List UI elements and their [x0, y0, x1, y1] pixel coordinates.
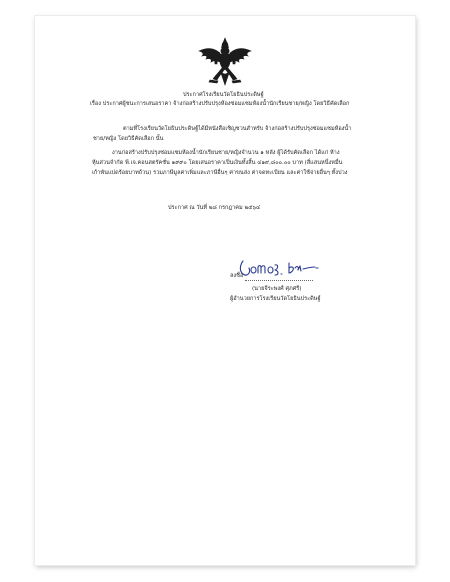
sign-label: ลงชื่อ: [230, 273, 244, 279]
signature-line: [245, 280, 313, 281]
paragraph-2-line-1: งานก่อสร้างปรับปรุงซ่อมแซมห้องน้ำนักเรียนชาย/หญิงจำนวน ๑ หลัง ผู้ได้รับคัดเลือก ได้แก่ ห้าง: [112, 150, 340, 156]
paragraph-2-line-3: เก้าพันแปดร้อยบาทถ้วน) รวมภาษีมูลค่าเพิ่มและภาษีอื่นๆ ค่าขนส่ง ค่าจดทะเบียน และค่าใช้จ่ายอื่นๆ ทั้งปวง: [92, 170, 348, 176]
handwritten-signature: [237, 255, 329, 281]
garuda-emblem-icon: [196, 37, 254, 87]
signer-name: (นายจีระพงศ์ ศุภศรี): [252, 286, 302, 292]
announce-date: ประกาศ ณ วันที่ ๒๘ กรกฎาคม ๒๕๖๔: [168, 205, 261, 211]
signer-position: ผู้อำนวยการโรงเรียนวัดโยธินประดิษฐ์: [230, 296, 321, 302]
subject-line: เรื่อง ประกาศผู้ชนะการเสนอราคา จ้างก่อสร้างปรับปรุงห้องซ่อมแซมห้องน้ำนักเรียนชาย/หญิง โดยวิธีคัดเลือก: [90, 101, 350, 107]
paragraph-1-line-1: ตามที่โรงเรียนวัดโยธินประดิษฐ์ได้มีหนังสือเชิญชวนสำหรับ จ้างก่อสร้างปรับปรุงซ่อมแซมห้องน้ำ: [123, 126, 352, 132]
paragraph-1-line-2: ชาย/หญิง โดยวิธีคัดเลือก นั้น: [93, 136, 164, 142]
announcement-title: ประกาศโรงเรียนวัดโยธินประดิษฐ์: [183, 92, 264, 98]
paragraph-2-line-2: หุ้นส่วนจำกัด พี.เจ.คอนสตรัคชั่น ๑๙๙๐ โดยเสนอราคาเป็นเงินทั้งสิ้น ๔๑๙,๘๐๐.๐๐ บาท (สี่แสนหนึ่งหมื่น: [92, 160, 343, 166]
